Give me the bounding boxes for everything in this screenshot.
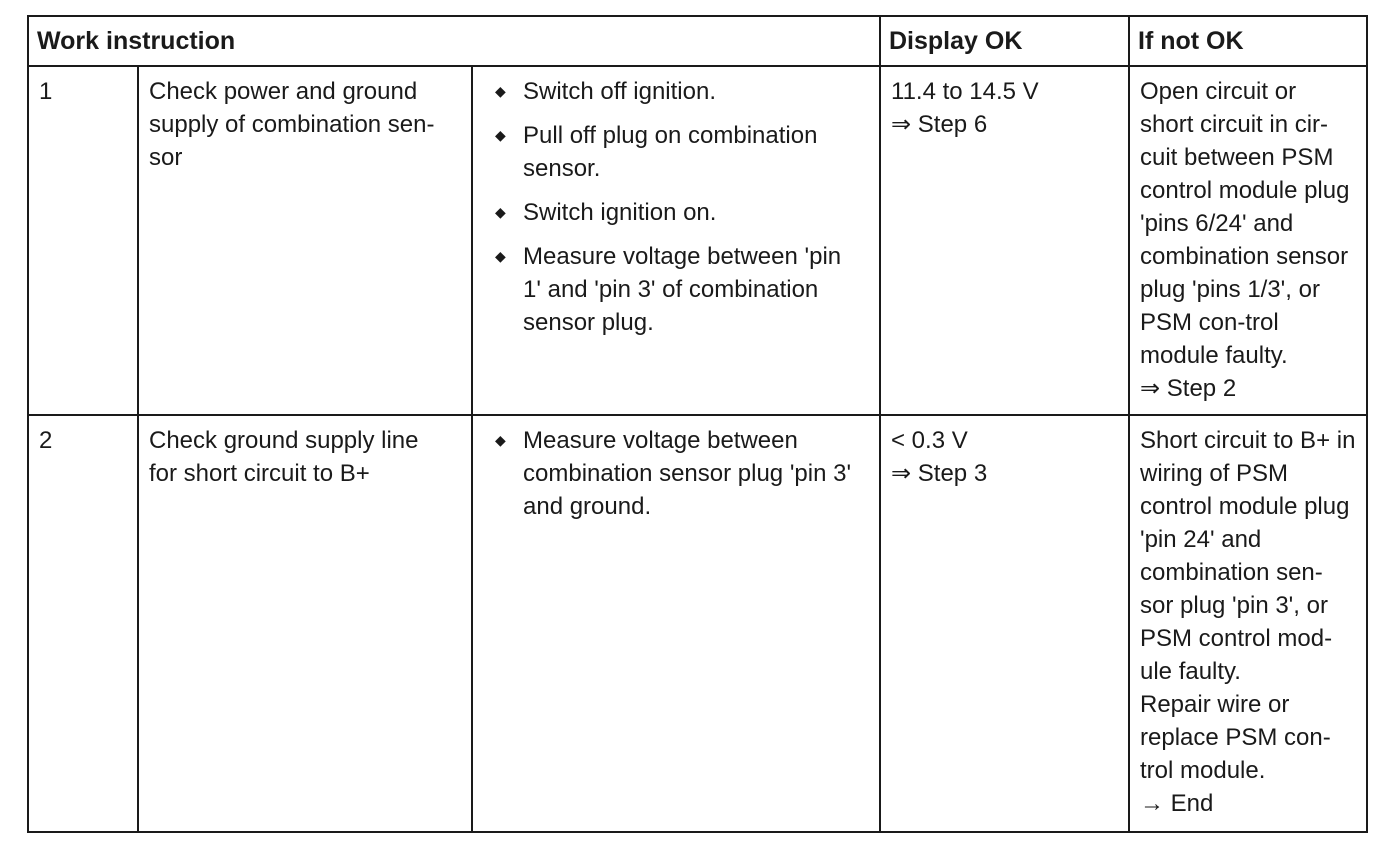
step-list [483,424,865,523]
display-ok-next-step: ⇒ Step 3 [891,460,988,487]
header-display-ok: Display OK [880,16,1129,66]
if-not-ok-text: Open circuit or short circuit in cir-cuit between PSM control module plug 'pins 6/24' and combination sensor plug 'pins 1/3', or PSM con-trol module faulty. [1140,78,1350,369]
header-work-instruction: Work instruction [28,16,880,66]
step-text: Measure voltage between 'pin 1' and 'pin 3' of combination sensor plug. [523,243,842,336]
step-text: Measure voltage between combination sensor plug 'pin 3' and ground. [523,427,852,520]
step-number: 1 [28,66,138,415]
diamond-bullet-icon: ◆ [495,432,506,448]
table-header-row [28,16,1367,66]
step-text: Pull off plug on combination sensor. [523,122,818,182]
step-text: Switch off ignition. [523,78,716,105]
diamond-bullet-icon: ◆ [495,204,506,220]
if-not-ok-text: Short circuit to B+ in wiring of PSM control module plug 'pin 24' and combination sen-sor plug 'pin 3', or PSM control mod-ule faulty. [1140,427,1356,685]
step-list [483,75,865,339]
list-item [483,119,865,185]
display-ok-next-step: ⇒ Step 6 [891,111,988,138]
if-not-ok-cell [1129,415,1367,832]
display-ok-value: 11.4 to 14.5 V [891,78,1039,105]
if-not-ok-cell [1129,66,1367,415]
display-ok-cell [880,415,1129,832]
header-if-not-ok: If not OK [1129,16,1367,66]
instruction-steps [472,66,880,415]
list-item [483,424,865,523]
work-instruction-table [27,15,1368,833]
display-ok-value: < 0.3 V [891,427,968,454]
check-description: Check power and ground supply of combination sen-sor [138,66,472,415]
list-item [483,196,865,229]
list-item [483,75,865,108]
step-number: 2 [28,415,138,832]
diamond-bullet-icon: ◆ [495,83,506,99]
if-not-ok-next-step: → End [1140,790,1214,817]
table-row [28,415,1367,832]
if-not-ok-next-step: ⇒ Step 2 [1140,375,1237,402]
diamond-bullet-icon: ◆ [495,127,506,143]
list-item [483,240,865,339]
display-ok-cell [880,66,1129,415]
table-row [28,66,1367,415]
diamond-bullet-icon: ◆ [495,248,506,264]
step-text: Switch ignition on. [523,199,717,226]
instruction-steps [472,415,880,832]
check-description: Check ground supply line for short circuit to B+ [138,415,472,832]
if-not-ok-repair: Repair wire or replace PSM con-trol module. [1140,691,1331,784]
